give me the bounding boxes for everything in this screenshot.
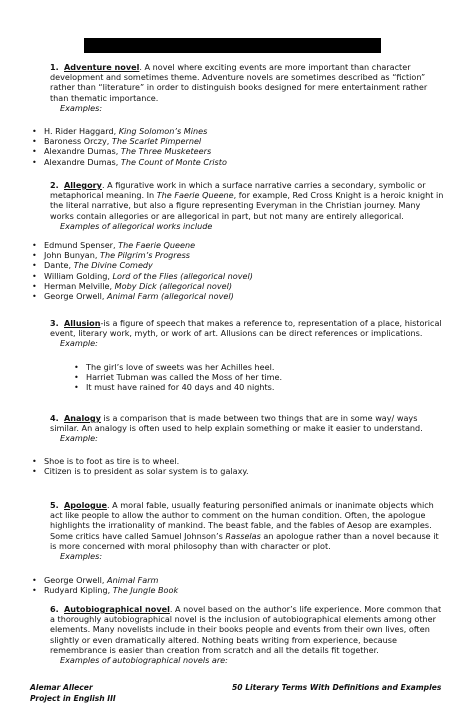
list-item: • Alexandre Dumas, The Three Musketeers	[30, 146, 227, 156]
term-name: Apologue	[64, 500, 107, 510]
examples-list	[30, 126, 227, 167]
term-definition: 5. Apologue. A moral fable, usually featuring personified animals or inanimate objects which act like people to allow the author to comment on the human condition. Often, the apologue highlights the irrationality of mankind. The beast fable, and the fables of Aesop are examples. Some critics have called Samuel Johnson’s Rasselas an apologue rather than a novel because it is more concerned with moral philosophy than with character or plot.	[50, 500, 439, 551]
term-name: Allusion	[64, 318, 101, 328]
list-item: • Harriet Tubman was called the Moss of her time.	[72, 372, 282, 382]
footer-project: Project in English III	[30, 693, 116, 703]
term-definition: 3. Allusion-is a figure of speech that makes a reference to, representation of a place, historical event, literary work, myth, or work of art. Allusions can be direct references or implications.	[50, 318, 442, 339]
examples-label: Examples of autobiographical novels are:	[60, 655, 228, 666]
term-analogy	[50, 413, 446, 444]
term-name: Autobiographical novel	[64, 604, 170, 614]
examples-label: Examples:	[60, 551, 103, 562]
examples-list	[72, 362, 282, 393]
list-item: • Alexandre Dumas, The Count of Monte Cristo	[30, 157, 227, 167]
term-number: 3.	[50, 318, 59, 328]
examples-label: Examples:	[60, 102, 103, 113]
examples-label: Example:	[60, 338, 98, 349]
list-item: • H. Rider Haggard, King Solomon’s Mines	[30, 126, 227, 136]
footer-title: 50 Literary Terms With Definitions and Examples	[232, 683, 442, 692]
list-item: • Edmund Spenser, The Faerie Queene	[30, 240, 253, 250]
term-apologue	[50, 500, 446, 561]
list-item: • Citizen is to president as solar system is to galaxy.	[30, 466, 249, 476]
term-number: 5.	[50, 500, 59, 510]
list-item: • Dante, The Divine Comedy	[30, 260, 253, 270]
term-text: . A novel where exciting events are more important than character development and sometimes theme. Adventure novels are sometimes described as “fiction” rather than “literature” in order to distinguish books designed for mere entertainment rather than thematic importance.	[50, 62, 428, 103]
list-item: • The girl’s love of sweets was her Achilles heel.	[72, 362, 282, 372]
term-allegory	[50, 180, 446, 231]
term-name: Adventure novel	[64, 62, 140, 72]
term-definition: 2. Allegory. A figurative work in which a surface narrative carries a secondary, symbolic or metaphorical meaning. In The Faerie Queene, for example, Red Cross Knight is a heroic knight in the literal narrative, but also a figure representing Everyman in the Christian journey. Many works contain allegories or are allegorical in part, but not many are entirely allegorical.	[50, 180, 444, 221]
term-number: 6.	[50, 604, 59, 614]
list-item: • Herman Melville, Moby Dick (allegorical novel)	[30, 281, 253, 291]
footer-author-block	[30, 683, 116, 704]
examples-label: Examples of allegorical works include	[60, 220, 213, 231]
list-item: • George Orwell, Animal Farm	[30, 575, 178, 585]
title-banner	[84, 38, 381, 53]
term-name: Analogy	[64, 413, 101, 423]
examples-list	[30, 240, 253, 301]
footer-author: Alemar Allecer	[30, 683, 93, 692]
list-item: • Baroness Orczy, The Scarlet Pimpernel	[30, 136, 227, 146]
list-item: • Shoe is to foot as tire is to wheel.	[30, 456, 249, 466]
term-number: 2.	[50, 180, 59, 190]
examples-list	[30, 575, 178, 595]
term-definition	[50, 62, 446, 103]
term-adventure-novel	[50, 62, 446, 113]
list-item: • It must have rained for 40 days and 40 nights.	[72, 382, 282, 392]
term-allusion	[50, 318, 446, 349]
term-number: 1.	[50, 62, 59, 72]
term-autobiographical-novel	[50, 604, 446, 665]
term-definition: 6. Autobiographical novel. A novel based on the author’s life experience. More common that a thoroughly autobiographical novel is the inclusion of autobiographical elements among other elements. Many novelists include in their books people and events from their own lives, often slightly or even dramatically altered. Nothing beats writing from experience, because remembrance is easier than creation from scratch and all the details fit together.	[50, 604, 442, 655]
list-item: • William Golding, Lord of the Flies (allegorical novel)	[30, 271, 253, 281]
examples-label: Example:	[60, 433, 98, 444]
term-number: 4.	[50, 413, 59, 423]
list-item: • George Orwell, Animal Farm (allegorical novel)	[30, 291, 253, 301]
list-item: • Rudyard Kipling, The Jungle Book	[30, 585, 178, 595]
term-definition: 4. Analogy is a comparison that is made between two things that are in some way/ ways similar. An analogy is often used to help explain something or make it easier to understand.	[50, 413, 423, 434]
list-item: • John Bunyan, The Pilgrim’s Progress	[30, 250, 253, 260]
examples-list	[30, 456, 249, 476]
term-name: Allegory	[64, 180, 102, 190]
